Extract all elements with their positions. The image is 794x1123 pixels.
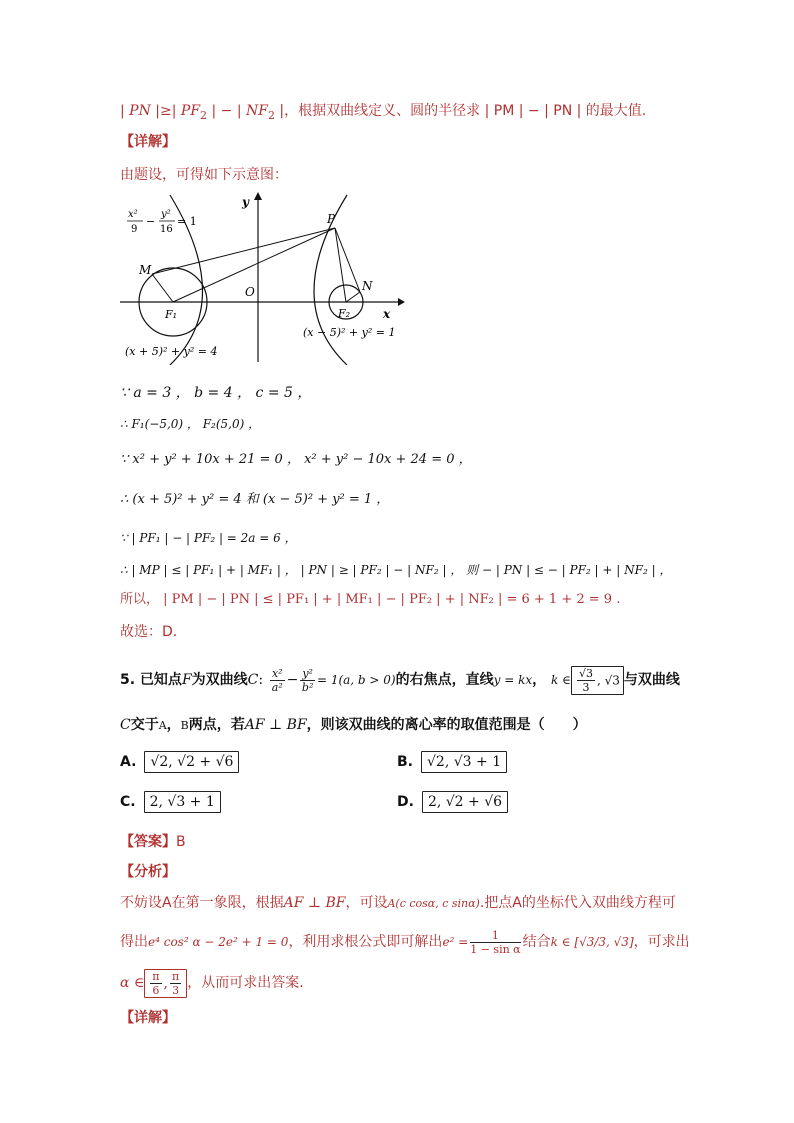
conclusion: 所以， | PM | − | PN | ≤ | PF₁ | + | MF₁ | − | PF₂ | + | NF₂ | = 6 + 1 + 2 = 9 . (120, 592, 621, 607)
analysis-1b: ，可设 (345, 895, 388, 911)
hyp-num1: x² (271, 666, 283, 680)
option-c-value: 2, √3 + 1 (144, 791, 221, 813)
line1-part1: | PN |≥| PF (120, 103, 201, 119)
k-frac (577, 667, 595, 694)
option-d-value: 2, √2 + √6 (422, 791, 508, 813)
question-c: C (247, 672, 259, 688)
analysis-k: k ∈ [√3/3, √3] (550, 935, 634, 949)
option-d-label: D. (397, 794, 414, 810)
text-line-1 (120, 101, 646, 126)
x-axis-arrow (398, 298, 405, 306)
analysis-tag: 【分析】 (120, 864, 176, 880)
step-6: ∴ | MP | ≤ | PF₁ | + | MF₁ | ， | PN | ≥ | PF₂ | − | NF₂ | ， 则 − | PN | ≤ − | PF₂ | + | NF₂ | ， (120, 563, 672, 577)
label-p: P (327, 212, 336, 226)
question-line-1: 5. 已知点F为双曲线C: $\frac{\text{x²}}{\text{a²}}$ − $\frac{\text{y²}}{\text{b²}}$ = 1(a, b > 0)的右焦点，直线y = kx， k ∈ $\frac{√3}{3}$ , √3 与双曲线 (120, 666, 680, 694)
label-m: M (139, 263, 152, 277)
analysis-frac-den: 1 − sin α (470, 942, 521, 956)
question-comma: ， (166, 717, 181, 733)
segment-mf1 (152, 274, 173, 302)
step-5: ∵ | PF₁ | − | PF₂ | = 2a = 6 ， (120, 531, 297, 545)
question-colon: : (258, 672, 264, 688)
alpha-interval: $\frac{\pi}{6}$ , $\frac{\pi}{3}$ (144, 969, 187, 998)
analysis-eq: e⁴ cos² α − 2e² + 1 = 0 (148, 935, 289, 949)
step-4: ∴ (x + 5)² + y² = 4 和 (x − 5)² + y² = 1 ， (120, 492, 390, 507)
question-line2-b: 两点，若 (188, 717, 245, 733)
option-b-label: B. (397, 754, 413, 770)
point-a: A (158, 719, 167, 732)
step-3: ∵ x² + y² + 10x + 21 = 0 ， x² + y² − 10x + 24 = 0 ， (120, 452, 472, 467)
label-f2: F₂ (338, 307, 351, 320)
analysis-line-2 (120, 925, 690, 959)
hyp-num2: y² (302, 666, 313, 680)
analysis-1a: 不妨设A在第一象限，根据 (120, 895, 284, 911)
segment-f2n (346, 292, 360, 302)
analysis-1c: .把点A的坐标代入双曲线方程可 (479, 895, 676, 911)
alpha-n2: π (171, 969, 180, 983)
segment-mp (152, 228, 335, 274)
perpendicular-condition: AF ⊥ BF (244, 717, 307, 733)
hyperbola-frac-2 (300, 667, 315, 694)
label-f1: F₁ (165, 308, 178, 321)
answer-line (120, 832, 186, 852)
question-line2-c: C (120, 717, 131, 733)
option-c[interactable] (120, 791, 221, 813)
k-in: k ∈ (551, 673, 571, 687)
label-o: O (245, 285, 255, 299)
alpha-d2: 3 (172, 983, 180, 997)
option-b[interactable] (397, 751, 507, 773)
analysis-frac (470, 929, 520, 956)
section-detail-heading-1: 【详解】 (120, 134, 176, 150)
segment-pn (335, 228, 360, 292)
hyp-rhs: = 1(a, b > 0) (316, 673, 396, 687)
segment-pf2 (335, 228, 346, 302)
alpha-d1: 6 (152, 983, 160, 997)
analysis-line-3 (120, 966, 304, 1000)
circle1-eq: (x + 5)² + y² = 4 (125, 345, 218, 358)
label-n: N (362, 279, 373, 293)
intro-text: 由题设，可得如下示意图： (120, 167, 288, 183)
hyperbola-eq-den2: 16 (160, 224, 173, 235)
analysis-e2: e² = (442, 935, 469, 949)
question-text-a: 已知点 (139, 672, 182, 688)
hyperbola-eq-minus: − (146, 215, 156, 228)
k-right: , √3 (596, 673, 620, 687)
option-a-value: √2, √2 + √6 (144, 751, 239, 773)
step-2: ∴ F₁(−5,0) ， F₂(5,0) ， (120, 417, 261, 431)
hyperbola-frac-1 (270, 667, 285, 694)
question-line2-a: 交于 (130, 717, 159, 733)
k-den: 3 (582, 680, 590, 694)
hyperbola-eq-rhs: = 1 (177, 215, 197, 228)
analysis-line-1 (120, 893, 676, 914)
option-a[interactable] (120, 751, 239, 773)
analysis-alpha: α ∈ (120, 975, 145, 991)
question-f: F (181, 672, 192, 688)
answer-choice-line: 故选：D. (120, 624, 178, 640)
analysis-2d: ，可求出 (633, 934, 690, 950)
question-text-e: 与双曲线 (623, 672, 680, 688)
analysis-frac-num: 1 (470, 929, 520, 943)
answer-tag: 【答案】 (120, 834, 176, 850)
hyperbola-eq-den1: 9 (131, 224, 138, 235)
analysis-coord: A(c cosα, c sinα) (387, 897, 480, 910)
option-d[interactable] (397, 791, 508, 813)
answer-value: B (176, 834, 186, 850)
label-x: x (383, 307, 391, 321)
question-text-b: 为双曲线 (191, 672, 248, 688)
line1-part2: | − | NF (207, 103, 268, 119)
hyperbola-eq-num1: x² (128, 209, 138, 220)
point-b: B (180, 719, 189, 732)
option-b-value: √2, √3 + 1 (421, 751, 507, 773)
analysis-2c: 结合 (522, 934, 551, 950)
label-y: y (242, 195, 249, 209)
question-line2-c2: ，则该双曲线的离心率的取值范围是（ ） (306, 717, 587, 733)
analysis-perp: AF ⊥ BF (283, 895, 346, 911)
step-1: ∵ a = 3 ， b = 4 ， c = 5 ， (120, 385, 312, 401)
analysis-2a: 得出 (120, 934, 148, 950)
question-number: 5. (120, 672, 136, 688)
hyperbola-figure (115, 190, 405, 365)
line-equation: y = kx (493, 673, 533, 687)
k-num: √3 (578, 666, 593, 680)
line1-sub2: 2 (267, 108, 275, 122)
alpha-frac-2 (170, 970, 181, 997)
analysis-2b: ，利用求根公式即可解出 (288, 934, 443, 950)
circle2-eq: (x − 5)² + y² = 1 (303, 326, 396, 339)
y-axis-arrow (254, 192, 262, 200)
analysis-3b: ，从而可求出答案. (187, 975, 304, 991)
alpha-frac-1 (150, 970, 161, 997)
option-c-label: C. (120, 794, 136, 810)
hyp-den2: b² (301, 680, 314, 694)
question-text-d: ， (532, 672, 547, 688)
k-interval (571, 666, 624, 695)
option-a-label: A. (120, 754, 137, 770)
hyperbola-eq-num2: y² (161, 209, 171, 220)
question-line-2 (120, 715, 587, 736)
line1-sub1: 2 (200, 108, 208, 122)
line1-part3: |，根据双曲线定义、圆的半径求 | PM | − | PN | 的最大值. (274, 103, 647, 119)
hyp-den1: a² (271, 680, 283, 694)
section-detail-heading-2: 【详解】 (120, 1010, 176, 1026)
alpha-n1: π (152, 969, 160, 983)
question-text-c: 的右焦点，直线 (395, 672, 494, 688)
